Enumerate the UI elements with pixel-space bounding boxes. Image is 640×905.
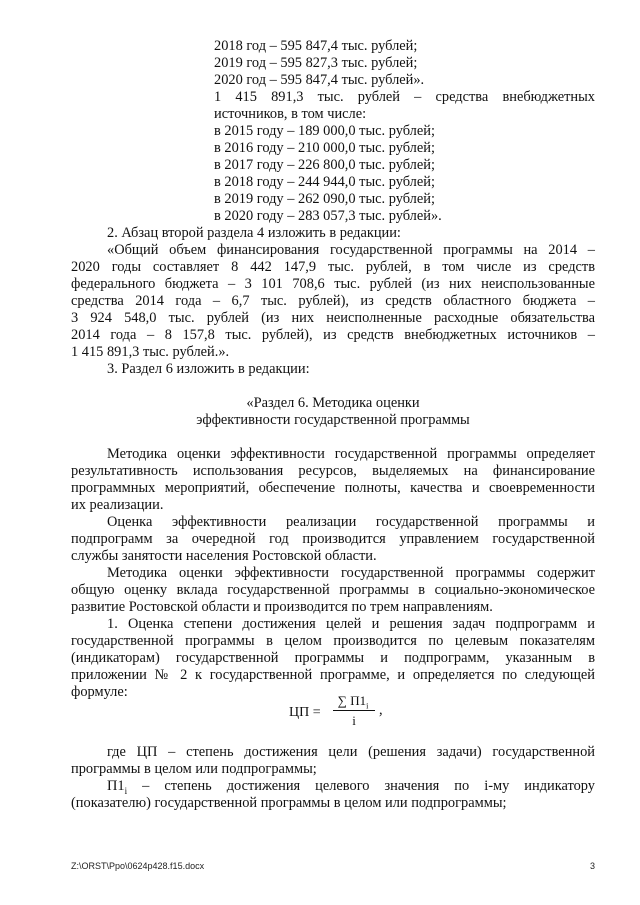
funding-line-2020: 2020 год – 595 847,4 тыс. рублей». (214, 72, 425, 88)
paragraph-line: службы занятости населения Ростовской области. (71, 548, 377, 564)
paragraph-line: (показателю) государственной программы в целом или подпрограммы; (71, 795, 507, 811)
formula-denominator: i (352, 713, 356, 728)
item-2-heading: 2. Абзац второй раздела 4 изложить в редакции: (107, 225, 401, 241)
formula (289, 692, 399, 732)
paragraph-line: 1 415 891,3 тыс. рублей.». (71, 344, 230, 360)
funding-line-2019: 2019 год – 595 827,3 тыс. рублей; (214, 55, 418, 71)
paragraph-line: их реализации. (71, 497, 164, 513)
formula-numerator: ∑ $П1_i$ (337, 693, 369, 711)
paragraph-line: общую оценку вклада государственной программы в социально-экономическое (71, 582, 595, 598)
funding-line-2018: 2018 год – 595 847,4 тыс. рублей; (214, 38, 418, 54)
year-line: в 2016 году – 210 000,0 тыс. рублей; (214, 140, 435, 156)
paragraph-line: где ЦП – степень достижения цели (решения задачи) государственной (107, 744, 595, 760)
paragraph-line: Методика оценки эффективности государственной программы определяет (107, 446, 595, 462)
fraction-bar (333, 710, 375, 711)
paragraph-line: результативность использования ресурсов, выделяемых на финансирование (71, 463, 595, 479)
year-line: в 2020 году – 283 057,3 тыс. рублей». (214, 208, 442, 224)
paragraph-line: средства 2014 года – 6,7 тыс. рублей), из средств областного бюджета – (71, 293, 595, 309)
paragraph-line: развитие Ростовской области и производится по трем направлениям. (71, 599, 493, 615)
paragraph-line: федерального бюджета – 3 101 708,6 тыс. рублей (из них неиспользованные (71, 276, 595, 292)
formula-lhs: ЦП = (289, 705, 321, 720)
extrabudget-line-2: источников, в том числе: (214, 106, 367, 122)
paragraph-line: «Общий объем финансирования государственной программы на 2014 – (107, 242, 595, 258)
paragraph-line: подпрограмм за очередной год производится управлением государственной (71, 531, 595, 547)
year-line: в 2019 году – 262 090,0 тыс. рублей; (214, 191, 435, 207)
extrabudget-line: 1 415 891,3 тыс. рублей – средства внебюджетных (214, 89, 595, 105)
formula-comma: , (379, 702, 383, 718)
paragraph-line: программных мероприятий, обеспечение полноты, качества и своевременности (71, 480, 595, 496)
paragraph-line: 3 924 548,0 тыс. рублей (из них неисполненные расходные обязательства (71, 310, 595, 326)
paragraph-line: Оценка эффективности реализации государственной программы и (107, 514, 595, 530)
paragraph-line: Методика оценки эффективности государственной программы содержит (107, 565, 595, 581)
paragraph-line: 2020 годы составляет 8 442 147,9 тыс. рублей, в том числе из средств (71, 259, 595, 275)
year-line: в 2018 году – 244 944,0 тыс. рублей; (214, 174, 435, 190)
paragraph-line: 2014 года – 8 157,8 тыс. рублей), из средств внебюджетных источников – (71, 327, 595, 343)
paragraph-line: приложении № 2 к государственной программе, и определяется по следующей (71, 667, 595, 683)
paragraph-line: программы в целом или подпрограммы; (71, 761, 317, 777)
section-subtitle: эффективности государственной программы (196, 412, 470, 428)
page-number: 3 (590, 861, 596, 871)
paragraph-line: государственной программы в целом производится по целевым показателям (71, 633, 595, 649)
section-title: «Раздел 6. Методика оценки (246, 395, 420, 411)
paragraph-line: формуле: (71, 684, 128, 700)
paragraph-line: (индикаторам) государственной программы и подпрограмм, указанным в (71, 650, 595, 666)
year-line: в 2015 году – 189 000,0 тыс. рублей; (214, 123, 435, 139)
year-line: в 2017 году – 226 800,0 тыс. рублей; (214, 157, 435, 173)
paragraph-line: 1. Оценка степени достижения целей и решения задач подпрограмм и (107, 616, 595, 632)
item-3-heading: 3. Раздел 6 изложить в редакции: (107, 361, 310, 377)
footer-path: Z:\ORST\Ppo\0624p428.f15.docx (71, 861, 205, 871)
paragraph-line: $П1_i$ – степень достижения целевого значения по i-му индикатору (107, 778, 595, 796)
